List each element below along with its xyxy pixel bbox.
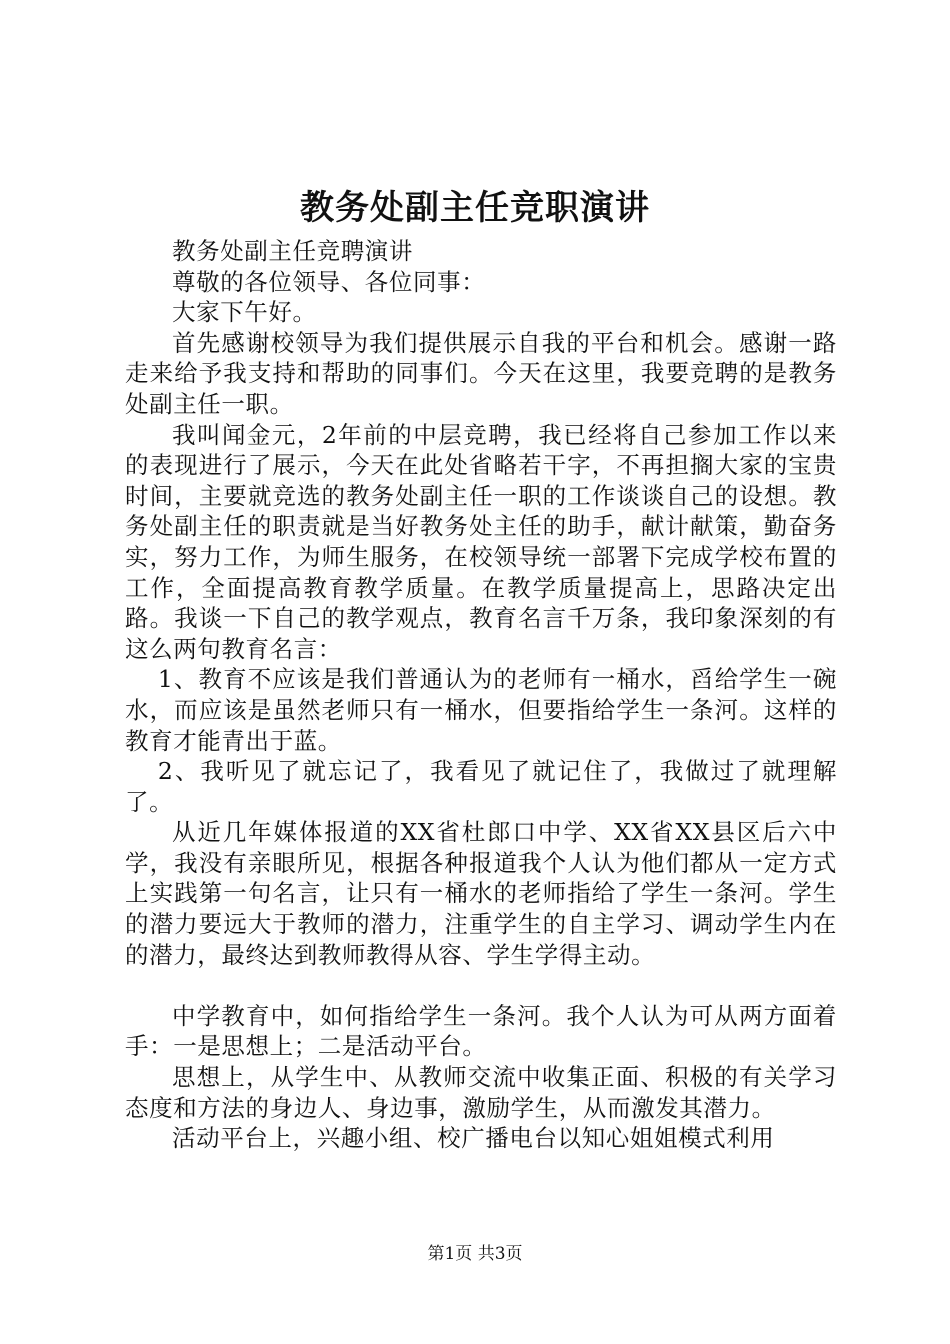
paragraph-salutation: 尊敬的各位领导、各位同事：	[172, 267, 486, 296]
paragraph-greeting: 大家下午好。	[172, 298, 317, 327]
paragraph-activity-platform: 活动平台上，兴趣小组、校广播电台以知心姐姐模式利用	[172, 1124, 775, 1153]
document-title: 教务处副主任竞职演讲	[300, 188, 650, 228]
paragraph-thinking: 思想上，从学生中、从教师交流中收集正面、积极的有关学习态度和方法的身边人、身边事，激励学生，从而激发其潜力。	[125, 1063, 837, 1122]
page-footer: 第1页 共3页	[427, 1244, 523, 1264]
paragraph-thanks: 首先感谢校领导为我们提供展示自我的平台和机会。感谢一路走来给予我支持和帮助的同事们。今天在这里，我要竞聘的是教务处副主任一职。	[125, 328, 837, 418]
paragraph-quote-1: 1、教育不应该是我们普通认为的老师有一桶水，舀给学生一碗水，而应该是虽然老师只有一桶水，但要指给学生一条河。这样的教育才能青出于蓝。	[125, 665, 837, 755]
document-body	[125, 236, 837, 1154]
paragraph-approach: 中学教育中，如何指给学生一条河。我个人认为可从两方面着手：一是思想上；二是活动平台。	[125, 1001, 837, 1061]
paragraph-introduction: 我叫闻金元，2年前的中层竞聘，我已经将自己参加工作以来的表现进行了展示，今天在此处省略若干字，不再担搁大家的宝贵时间，主要就竞选的教务处副主任一职的工作谈谈自己的设想。教务处副主任的职责就是当好教务处主任的助手，献计献策，勤奋务实，努力工作，为师生服务，在校领导统一部署下完成学校布置的工作，全面提高教育教学质量。在教学质量提高上，思路决定出路。我谈一下自己的教学观点，教育名言千万条，我印象深刻的有这么两句教育名言：	[125, 420, 837, 663]
paragraph-examples: 从近几年媒体报道的XX省杜郎口中学、XX省XX县区后六中学，我没有亲眼所见，根据各种报道我个人认为他们都从一定方式上实践第一句名言，让只有一桶水的老师指给了学生一条河。学生的潜力要远大于教师的潜力，注重学生的自主学习、调动学生内在的潜力，最终达到教师教得从容、学生学得主动。	[125, 818, 837, 969]
paragraph-spacer	[125, 970, 837, 1001]
paragraph-subtitle: 教务处副主任竞聘演讲	[172, 237, 413, 265]
paragraph-quote-2: 2、我听见了就忘记了，我看见了就记住了，我做过了就理解了。	[125, 757, 837, 816]
